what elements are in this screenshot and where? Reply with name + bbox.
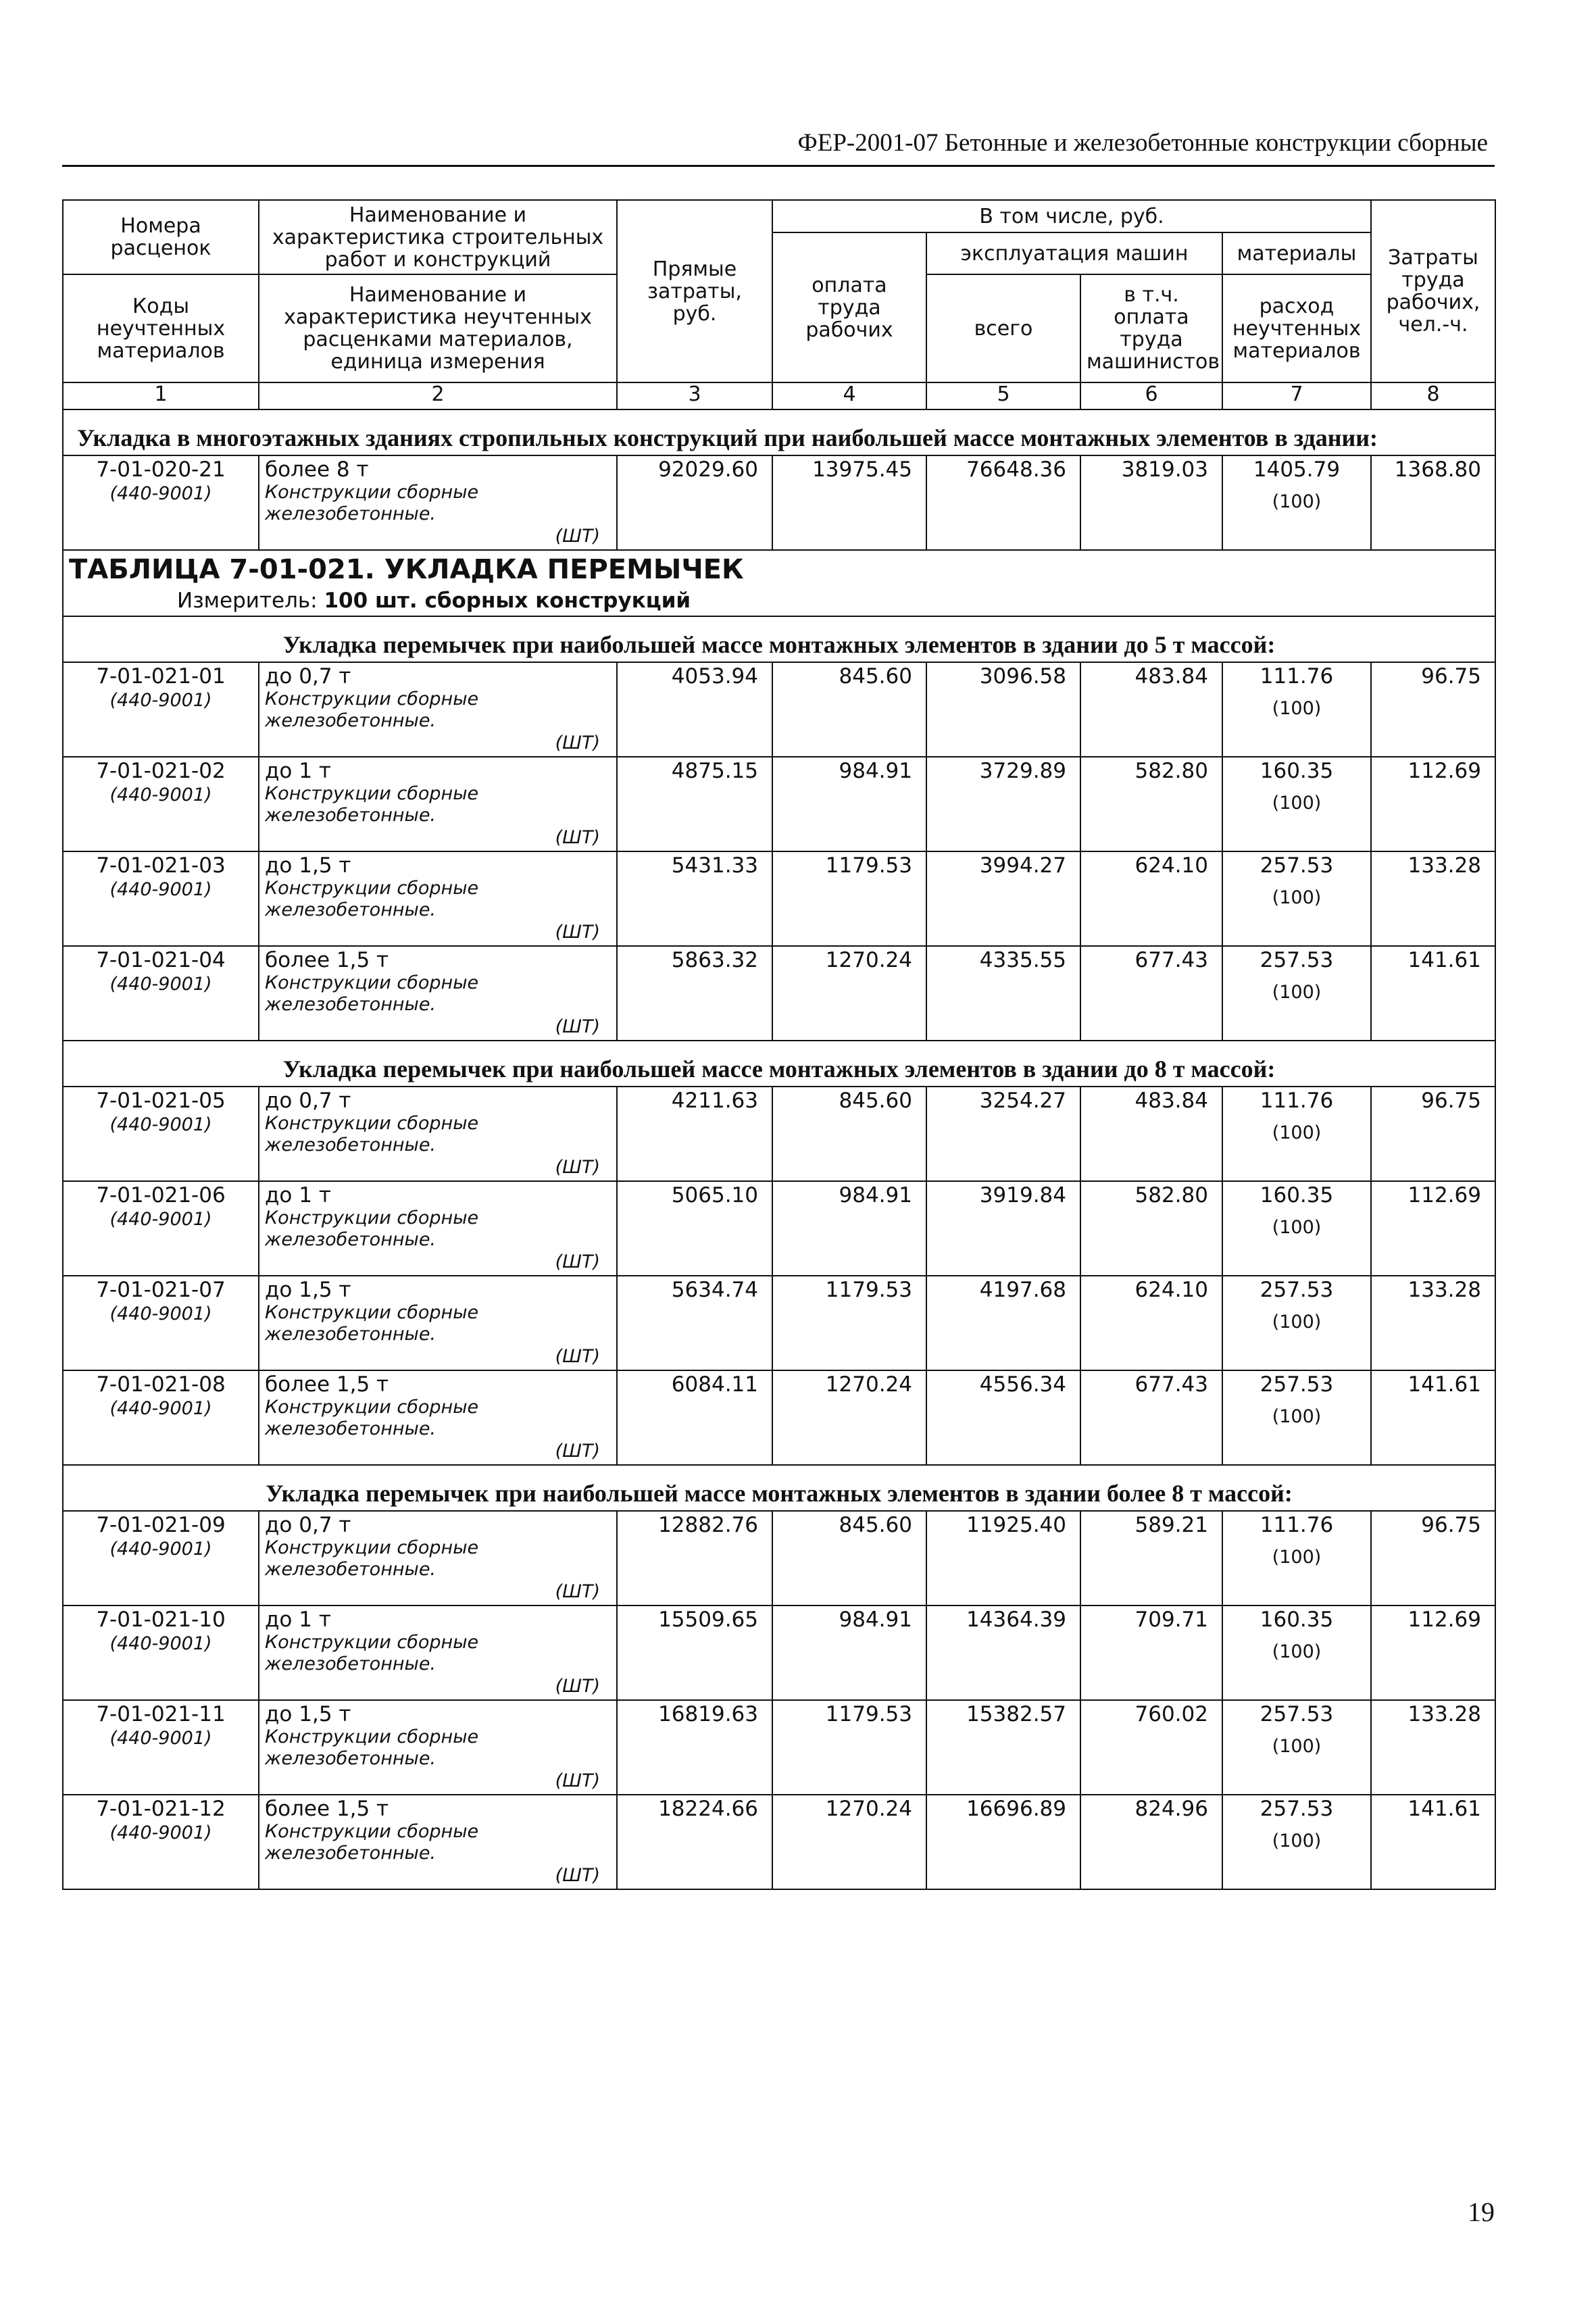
col-num: 8 xyxy=(1371,382,1495,409)
direct-cost: 16819.63 xyxy=(617,1700,772,1795)
machines-cost: 76648.36 xyxy=(926,455,1080,550)
col-header-pryamye: Прямые затраты, руб. xyxy=(617,200,772,382)
rate-code: 7-01-021-12 xyxy=(96,1797,226,1821)
rate-code-cell xyxy=(63,946,259,1041)
rate-name-cell xyxy=(259,1370,617,1465)
rate-name-cell xyxy=(259,757,617,851)
rate-name: до 1,5 т xyxy=(265,853,351,878)
col-header-vtom: В том числе, руб. xyxy=(772,200,1371,232)
material-name: Конструкции сборные железобетонные. xyxy=(265,1397,479,1439)
materials-cell xyxy=(1222,946,1371,1041)
labor-cost: 984.91 xyxy=(772,757,926,851)
material-qty: (100) xyxy=(1272,1312,1322,1333)
material-code: (440-9001) xyxy=(109,1633,212,1654)
material-qty: (100) xyxy=(1272,1641,1322,1662)
header-rule xyxy=(62,165,1495,167)
rate-name: более 1,5 т xyxy=(265,948,389,972)
labor-hours: 141.61 xyxy=(1371,1370,1495,1465)
material-qty: (100) xyxy=(1272,1406,1322,1427)
rate-name: до 1,5 т xyxy=(265,1278,351,1302)
labor-hours: 1368.80 xyxy=(1371,455,1495,550)
rate-name: до 0,7 т xyxy=(265,1089,351,1113)
material-code: (440-9001) xyxy=(109,785,212,805)
materials-cost: 111.76 xyxy=(1260,1513,1334,1537)
materials-cost: 257.53 xyxy=(1260,948,1334,972)
page-number: 19 xyxy=(1468,2197,1495,2227)
rate-name: до 0,7 т xyxy=(265,664,351,689)
materials-cell xyxy=(1222,1276,1371,1370)
section-row xyxy=(63,1041,1495,1087)
materials-cost: 160.35 xyxy=(1260,1608,1334,1632)
col-header-ekspl: эксплуатация машин xyxy=(926,232,1222,274)
materials-cell xyxy=(1222,1605,1371,1700)
rate-name-cell xyxy=(259,1700,617,1795)
machines-cost: 16696.89 xyxy=(926,1795,1080,1889)
section-title: Укладка перемычек при наибольшей массе монтажных элементов в здании до 8 т массой: xyxy=(282,1055,1276,1082)
table-title: ТАБЛИЦА 7-01-021. УКЛАДКА ПЕРЕМЫЧЕК xyxy=(69,554,744,585)
rate-code: 7-01-021-05 xyxy=(96,1089,226,1113)
labor-hours: 141.61 xyxy=(1371,1795,1495,1889)
material-name: Конструкции сборные железобетонные. xyxy=(265,1632,479,1674)
rate-code: 7-01-021-04 xyxy=(96,948,226,972)
rate-code-cell xyxy=(63,1605,259,1700)
material-unit: (ШТ) xyxy=(555,526,600,547)
labor-cost: 1179.53 xyxy=(772,851,926,946)
machines-cost: 15382.57 xyxy=(926,1700,1080,1795)
labor-cost: 1179.53 xyxy=(772,1276,926,1370)
material-code: (440-9001) xyxy=(109,1539,212,1560)
col-header-naim2: Наименование и характеристика неучтенных расценками материалов, единица измерения xyxy=(259,274,617,382)
section-title: Укладка перемычек при наибольшей массе монтажных элементов в здании до 5 т массой: xyxy=(282,631,1276,658)
labor-hours: 112.69 xyxy=(1371,757,1495,851)
direct-cost: 5863.32 xyxy=(617,946,772,1041)
materials-cell xyxy=(1222,455,1371,550)
material-unit: (ШТ) xyxy=(555,1865,600,1886)
material-qty: (100) xyxy=(1272,1547,1322,1568)
section-title: Укладка перемычек при наибольшей массе монтажных элементов в здании более 8 т массой: xyxy=(266,1480,1293,1507)
labor-cost: 984.91 xyxy=(772,1605,926,1700)
labor-hours: 141.61 xyxy=(1371,946,1495,1041)
machines-cost: 3096.58 xyxy=(926,662,1080,757)
running-header: ФЕР-2001-07 Бетонные и железобетонные конструкции сборные xyxy=(797,129,1488,157)
materials-cell xyxy=(1222,1795,1371,1889)
rate-code-cell xyxy=(63,1795,259,1889)
rate-row xyxy=(63,851,1495,946)
labor-cost: 13975.45 xyxy=(772,455,926,550)
rate-row xyxy=(63,946,1495,1041)
rate-code: 7-01-021-06 xyxy=(96,1183,226,1208)
materials-cell xyxy=(1222,1511,1371,1605)
col-header-materialy: материалы xyxy=(1222,232,1371,274)
labor-hours: 96.75 xyxy=(1371,1511,1495,1605)
rate-code-cell xyxy=(63,1181,259,1276)
measure-label: Измеритель: xyxy=(177,589,318,613)
rate-code: 7-01-021-09 xyxy=(96,1513,226,1537)
direct-cost: 12882.76 xyxy=(617,1511,772,1605)
col-num: 2 xyxy=(259,382,617,409)
direct-cost: 5431.33 xyxy=(617,851,772,946)
rate-row xyxy=(63,1795,1495,1889)
material-name: Конструкции сборные железобетонные. xyxy=(265,482,479,524)
material-qty: (100) xyxy=(1272,1831,1322,1851)
rate-name: более 1,5 т xyxy=(265,1797,389,1821)
rate-code: 7-01-021-07 xyxy=(96,1278,226,1302)
material-name: Конструкции сборные железобетонные. xyxy=(265,1208,479,1250)
rate-name: более 1,5 т xyxy=(265,1372,389,1397)
rate-name-cell xyxy=(259,1276,617,1370)
rate-code-cell xyxy=(63,662,259,757)
rate-code: 7-01-021-08 xyxy=(96,1372,226,1397)
direct-cost: 6084.11 xyxy=(617,1370,772,1465)
material-code: (440-9001) xyxy=(109,1398,212,1419)
material-name: Конструкции сборные железобетонные. xyxy=(265,1821,479,1864)
material-qty: (100) xyxy=(1272,1736,1322,1757)
labor-hours: 96.75 xyxy=(1371,662,1495,757)
materials-cost: 160.35 xyxy=(1260,759,1334,783)
material-unit: (ШТ) xyxy=(555,1157,600,1178)
rate-code: 7-01-021-10 xyxy=(96,1608,226,1632)
rate-row xyxy=(63,1511,1495,1605)
operators-cost: 824.96 xyxy=(1080,1795,1222,1889)
material-name: Конструкции сборные железобетонные. xyxy=(265,1726,479,1769)
rate-row xyxy=(63,1370,1495,1465)
rate-code-cell xyxy=(63,757,259,851)
material-name: Конструкции сборные железобетонные. xyxy=(265,689,479,731)
material-code: (440-9001) xyxy=(109,1209,212,1230)
operators-cost: 760.02 xyxy=(1080,1700,1222,1795)
section-title: Укладка в многоэтажных зданиях стропильных конструкций при наибольшей массе монтажных элементов в здании: xyxy=(77,424,1378,451)
operators-cost: 483.84 xyxy=(1080,1087,1222,1181)
materials-cell xyxy=(1222,1700,1371,1795)
machines-cost: 3254.27 xyxy=(926,1087,1080,1181)
rate-name-cell xyxy=(259,1605,617,1700)
measure-value: 100 шт. сборных конструкций xyxy=(324,589,691,613)
rate-code-cell xyxy=(63,1511,259,1605)
col-header-nomera: Номера расценок xyxy=(63,200,259,274)
operators-cost: 582.80 xyxy=(1080,1181,1222,1276)
labor-hours: 133.28 xyxy=(1371,851,1495,946)
material-code: (440-9001) xyxy=(109,879,212,900)
materials-cell xyxy=(1222,662,1371,757)
material-code: (440-9001) xyxy=(109,690,212,711)
rate-name: до 1,5 т xyxy=(265,1702,351,1726)
machines-cost: 3919.84 xyxy=(926,1181,1080,1276)
rate-code: 7-01-021-11 xyxy=(96,1702,226,1726)
rate-name-cell xyxy=(259,946,617,1041)
material-name: Конструкции сборные железобетонные. xyxy=(265,783,479,826)
material-qty: (100) xyxy=(1272,1122,1322,1143)
materials-cost: 160.35 xyxy=(1260,1183,1334,1208)
direct-cost: 4875.15 xyxy=(617,757,772,851)
material-qty: (100) xyxy=(1272,698,1322,719)
operators-cost: 677.43 xyxy=(1080,946,1222,1041)
rate-row xyxy=(63,1700,1495,1795)
col-header-kody: Коды неучтенных материалов xyxy=(63,274,259,382)
labor-cost: 845.60 xyxy=(772,662,926,757)
operators-cost: 677.43 xyxy=(1080,1370,1222,1465)
direct-cost: 15509.65 xyxy=(617,1605,772,1700)
materials-cell xyxy=(1222,1370,1371,1465)
rate-row xyxy=(63,1087,1495,1181)
materials-cell xyxy=(1222,1087,1371,1181)
material-code: (440-9001) xyxy=(109,1728,212,1749)
material-name: Конструкции сборные железобетонные. xyxy=(265,1537,479,1580)
rate-name: более 8 т xyxy=(265,457,369,482)
material-unit: (ШТ) xyxy=(555,732,600,753)
labor-cost: 1270.24 xyxy=(772,1795,926,1889)
direct-cost: 5065.10 xyxy=(617,1181,772,1276)
col-header-vsego: всего xyxy=(926,274,1080,382)
rate-code-cell xyxy=(63,1087,259,1181)
rate-name: до 1 т xyxy=(265,1183,331,1208)
rate-name-cell xyxy=(259,1511,617,1605)
material-name: Конструкции сборные железобетонные. xyxy=(265,878,479,920)
direct-cost: 4211.63 xyxy=(617,1087,772,1181)
labor-cost: 1270.24 xyxy=(772,946,926,1041)
direct-cost: 4053.94 xyxy=(617,662,772,757)
machines-cost: 14364.39 xyxy=(926,1605,1080,1700)
operators-cost: 483.84 xyxy=(1080,662,1222,757)
machines-cost: 11925.40 xyxy=(926,1511,1080,1605)
machines-cost: 4335.55 xyxy=(926,946,1080,1041)
machines-cost: 4197.68 xyxy=(926,1276,1080,1370)
rate-code-cell xyxy=(63,455,259,550)
material-unit: (ШТ) xyxy=(555,1016,600,1037)
column-numbers-row xyxy=(63,382,1495,409)
materials-cost: 111.76 xyxy=(1260,1089,1334,1113)
section-row xyxy=(63,616,1495,662)
table-title-row xyxy=(63,550,1495,616)
rate-name-cell xyxy=(259,455,617,550)
rate-name-cell xyxy=(259,1181,617,1276)
col-num: 1 xyxy=(63,382,259,409)
materials-cost: 111.76 xyxy=(1260,664,1334,689)
section-title-cell xyxy=(63,616,1495,662)
machines-cost: 4556.34 xyxy=(926,1370,1080,1465)
material-unit: (ШТ) xyxy=(555,1676,600,1697)
direct-cost: 5634.74 xyxy=(617,1276,772,1370)
material-code: (440-9001) xyxy=(109,974,212,995)
material-code: (440-9001) xyxy=(109,483,212,504)
direct-cost: 18224.66 xyxy=(617,1795,772,1889)
rate-code: 7-01-021-02 xyxy=(96,759,226,783)
col-header-zatraty: Затраты труда рабочих, чел.-ч. xyxy=(1371,200,1495,382)
rate-name: до 1 т xyxy=(265,1608,331,1632)
labor-cost: 1179.53 xyxy=(772,1700,926,1795)
labor-cost: 1270.24 xyxy=(772,1370,926,1465)
materials-cell xyxy=(1222,1181,1371,1276)
material-unit: (ШТ) xyxy=(555,1346,600,1367)
rate-row xyxy=(63,757,1495,851)
rate-code: 7-01-020-21 xyxy=(96,457,226,482)
materials-cost: 257.53 xyxy=(1260,1372,1334,1397)
rate-row xyxy=(63,1181,1495,1276)
labor-cost: 984.91 xyxy=(772,1181,926,1276)
materials-cell xyxy=(1222,757,1371,851)
col-num: 6 xyxy=(1080,382,1222,409)
material-qty: (100) xyxy=(1272,887,1322,908)
material-qty: (100) xyxy=(1272,1217,1322,1238)
rate-name: до 0,7 т xyxy=(265,1513,351,1537)
rates-table xyxy=(62,199,1496,1890)
rate-code: 7-01-021-03 xyxy=(96,853,226,878)
material-code: (440-9001) xyxy=(109,1822,212,1843)
operators-cost: 3819.03 xyxy=(1080,455,1222,550)
materials-cost: 257.53 xyxy=(1260,1797,1334,1821)
machines-cost: 3994.27 xyxy=(926,851,1080,946)
material-qty: (100) xyxy=(1272,491,1322,512)
material-unit: (ШТ) xyxy=(555,827,600,848)
operators-cost: 582.80 xyxy=(1080,757,1222,851)
col-num: 7 xyxy=(1222,382,1371,409)
material-qty: (100) xyxy=(1272,793,1322,814)
rate-name-cell xyxy=(259,1087,617,1181)
rate-name-cell xyxy=(259,851,617,946)
col-header-naim: Наименование и характеристика строительных работ и конструкций xyxy=(259,200,617,274)
labor-cost: 845.60 xyxy=(772,1511,926,1605)
table-title-cell xyxy=(63,550,1495,616)
operators-cost: 709.71 xyxy=(1080,1605,1222,1700)
materials-cell xyxy=(1222,851,1371,946)
rate-row xyxy=(63,455,1495,550)
operators-cost: 589.21 xyxy=(1080,1511,1222,1605)
measure-line xyxy=(177,587,1489,614)
operators-cost: 624.10 xyxy=(1080,1276,1222,1370)
section-title-cell xyxy=(63,1041,1495,1087)
materials-cost: 257.53 xyxy=(1260,1702,1334,1726)
labor-hours: 112.69 xyxy=(1371,1605,1495,1700)
labor-hours: 112.69 xyxy=(1371,1181,1495,1276)
labor-hours: 133.28 xyxy=(1371,1276,1495,1370)
rate-code-cell xyxy=(63,851,259,946)
rate-name-cell xyxy=(259,1795,617,1889)
rate-code-cell xyxy=(63,1370,259,1465)
labor-cost: 845.60 xyxy=(772,1087,926,1181)
material-unit: (ШТ) xyxy=(555,1251,600,1272)
machines-cost: 3729.89 xyxy=(926,757,1080,851)
material-unit: (ШТ) xyxy=(555,1581,600,1602)
materials-cost: 257.53 xyxy=(1260,853,1334,878)
col-num: 5 xyxy=(926,382,1080,409)
material-unit: (ШТ) xyxy=(555,1441,600,1462)
material-name: Конструкции сборные железобетонные. xyxy=(265,972,479,1015)
materials-cost: 1405.79 xyxy=(1253,457,1341,482)
material-name: Конструкции сборные железобетонные. xyxy=(265,1113,479,1155)
material-unit: (ШТ) xyxy=(555,922,600,943)
materials-cost: 257.53 xyxy=(1260,1278,1334,1302)
section-row xyxy=(63,1465,1495,1511)
col-num: 4 xyxy=(772,382,926,409)
col-num: 3 xyxy=(617,382,772,409)
rate-code: 7-01-021-01 xyxy=(96,664,226,689)
col-header-oplata: оплата труда рабочих xyxy=(772,232,926,382)
operators-cost: 624.10 xyxy=(1080,851,1222,946)
section-title-cell xyxy=(63,1465,1495,1511)
labor-hours: 96.75 xyxy=(1371,1087,1495,1181)
direct-cost: 92029.60 xyxy=(617,455,772,550)
section-row xyxy=(63,409,1495,455)
material-unit: (ШТ) xyxy=(555,1770,600,1791)
rate-code-cell xyxy=(63,1700,259,1795)
col-header-vtch: в т.ч. оплата труда машинистов xyxy=(1080,274,1222,382)
rate-name: до 1 т xyxy=(265,759,331,783)
rate-row xyxy=(63,662,1495,757)
material-name: Конструкции сборные железобетонные. xyxy=(265,1302,479,1345)
col-header-rashod: расход неучтенных материалов xyxy=(1222,274,1371,382)
rate-row xyxy=(63,1276,1495,1370)
material-code: (440-9001) xyxy=(109,1303,212,1324)
material-qty: (100) xyxy=(1272,982,1322,1003)
rate-row xyxy=(63,1605,1495,1700)
rate-name-cell xyxy=(259,662,617,757)
labor-hours: 133.28 xyxy=(1371,1700,1495,1795)
rate-code-cell xyxy=(63,1276,259,1370)
material-code: (440-9001) xyxy=(109,1114,212,1135)
section-title-cell xyxy=(63,409,1495,455)
